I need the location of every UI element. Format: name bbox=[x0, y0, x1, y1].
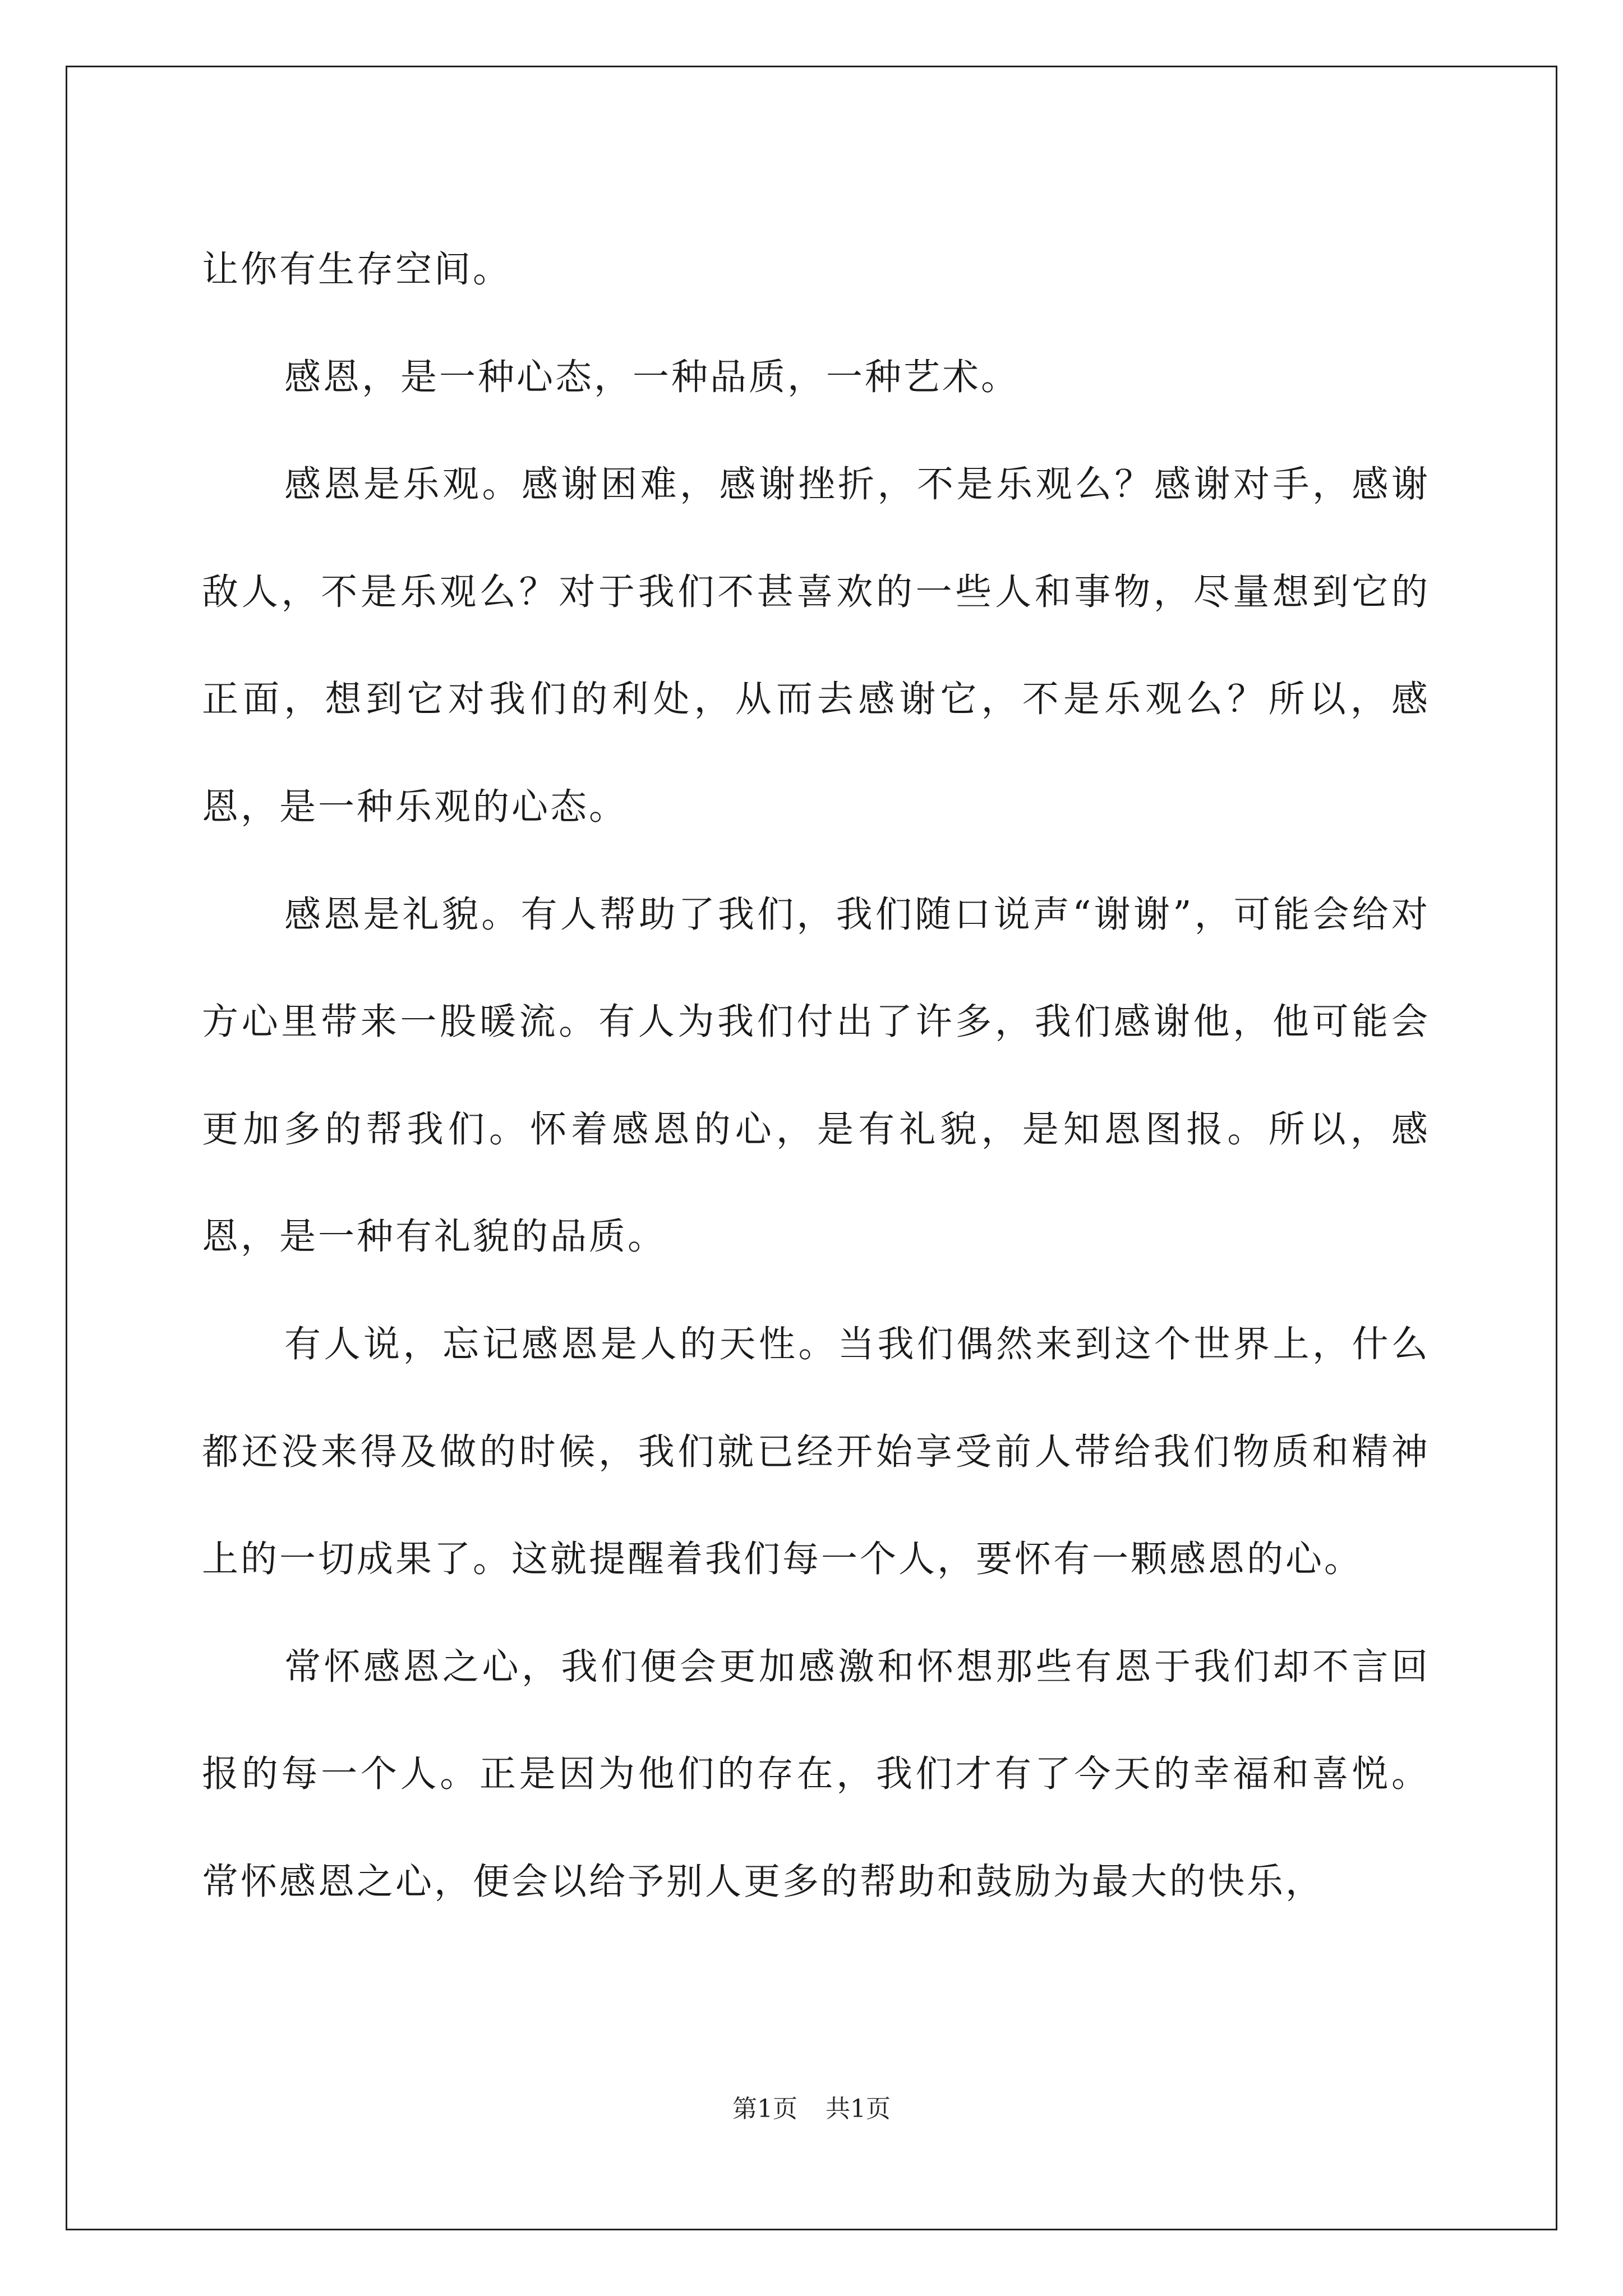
paragraph-4: 感恩是礼貌。有人帮助了我们，我们随口说声“谢谢”，可能会给对方心里带来一股暖流。有人为我们付出了许多，我们感谢他，他可能会更加多的帮我们。怀着感恩的心，是有礼貌，是知恩图报。所以，感恩，是一种有礼貌的品质。 bbox=[202, 893, 1430, 1258]
document-body bbox=[202, 216, 1430, 1936]
paragraph-5: 有人说，忘记感恩是人的天性。当我们偶然来到这个世界上，什么都还没来得及做的时候，我们就已经开始享受前人带给我们物质和精神上的一切成果了。这就提醒着我们每一个人，要怀有一颗感恩的心。 bbox=[202, 1323, 1430, 1581]
paragraph-1: 让你有生存空间。 bbox=[202, 249, 512, 291]
page-footer bbox=[0, 2092, 1623, 2126]
paragraph-3: 感恩是乐观。感谢困难，感谢挫折，不是乐观么？感谢对手，感谢敌人，不是乐观么？对于我们不甚喜欢的一些人和事物，尽量想到它的正面，想到它对我们的利处，从而去感谢它，不是乐观么？所以，感恩，是一种乐观的心态。 bbox=[202, 463, 1430, 828]
page-number-current: 第1页 bbox=[732, 2095, 797, 2123]
page-number-total: 共1页 bbox=[826, 2095, 891, 2123]
paragraph-6: 常怀感恩之心，我们便会更加感激和怀想那些有恩于我们却不言回报的每一个人。正是因为他们的存在，我们才有了今天的幸福和喜悦。常怀感恩之心，便会以给予别人更多的帮助和鼓励为最大的快乐， bbox=[202, 1645, 1430, 1903]
paragraph-2: 感恩，是一种心态，一种品质，一种艺术。 bbox=[284, 356, 1020, 398]
